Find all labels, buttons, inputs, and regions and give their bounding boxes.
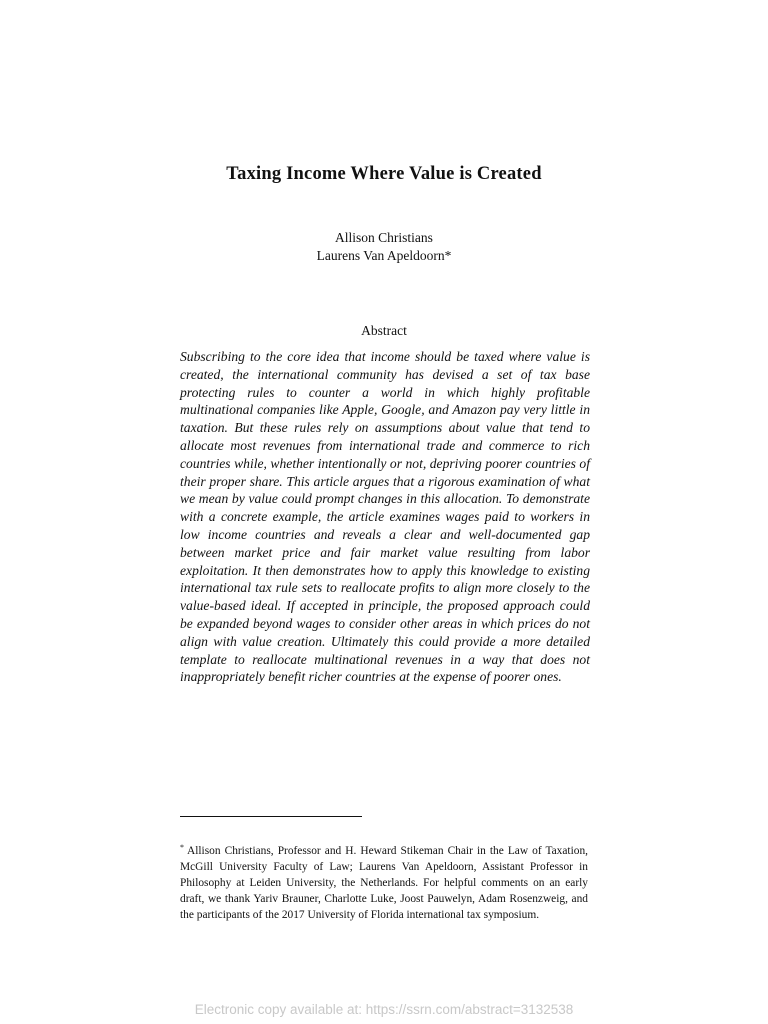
footnote xyxy=(180,840,588,924)
ssrn-watermark: Electronic copy available at: https://ssrn.com/abstract=3132538 xyxy=(194,1002,574,1017)
footnote-divider xyxy=(180,816,362,817)
author-list xyxy=(0,229,768,265)
paper-title: Taxing Income Where Value is Created xyxy=(226,164,542,184)
abstract-text: Subscribing to the core idea that income should be taxed where value is created, the international community has devised a set of tax base protecting rules to counter a world in which highly profitable multinational companies like Apple, Google, and Amazon pay very little in taxation. But these rules rely on assumptions about value that tend to allocate most revenues from international trade and commerce to rich countries while, whether intentionally or not, depriving poorer countries of their proper share. This article argues that a rigorous examination of what we mean by value could prompt changes in this allocation. To demonstrate with a concrete example, the article examines wages paid to workers in low income countries and reveals a clear and well-documented gap between market price and fair market value resulting from labor exploitation. It then demonstrates how to apply this knowledge to existing international tax rule sets to reallocate profits to align more closely to the value-based ideal. If accepted in principle, the proposed approach could be expanded beyond wages to consider other areas in which prices do not align with value creation. Ultimately this could provide a more detailed template to reallocate multinational revenues in a way that does not inappropriately benefit richer countries at the expense of poorer ones. xyxy=(180,349,590,685)
author-name: Laurens Van Apeldoorn* xyxy=(316,248,452,263)
footnote-marker: * xyxy=(180,843,184,852)
footnote-text: Allison Christians, Professor and H. Heward Stikeman Chair in the Law of Taxation, McGill University Faculty of Law; Laurens Van Apeldoorn, Assistant Professor in Philosophy at Leiden University, the Netherlands. For helpful comments on an early draft, we thank Yariv Brauner, Charlotte Luke, Joost Pauwelyn, Adam Rosenzweig, and the participants of the 2017 University of Florida international tax symposium. xyxy=(180,845,588,921)
author-name: Allison Christians xyxy=(335,230,433,245)
abstract-heading: Abstract xyxy=(361,323,407,338)
